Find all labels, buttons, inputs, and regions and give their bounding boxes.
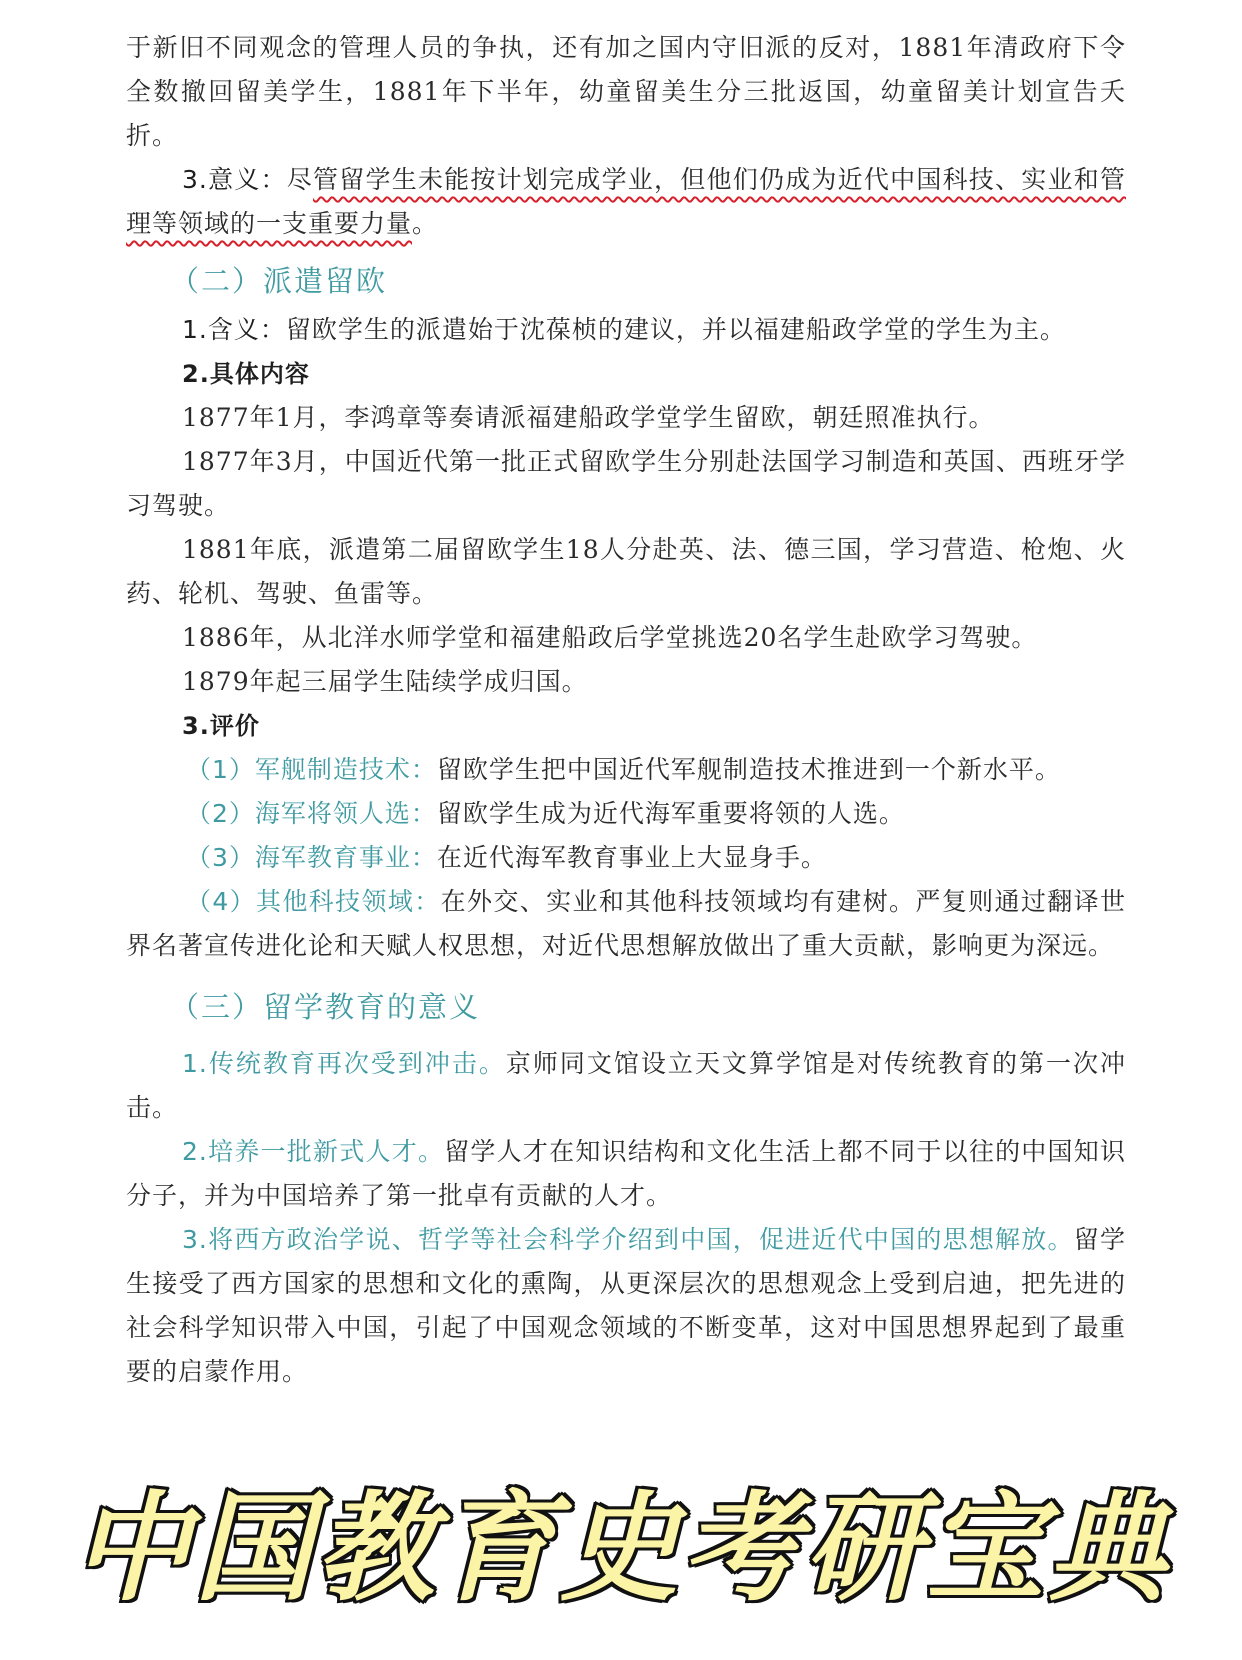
evaluation-item <box>126 880 1126 968</box>
significance-item-text: 留学生接受了西方国家的思想和文化的熏陶，从更深层次的思想观念上受到启迪，把先进的社会科学知识带入中国，引起了中国观念领域的不断变革，这对中国思想界起到了最重要的启蒙作用。 <box>126 1225 1126 1386</box>
significance-paragraph <box>126 158 1126 246</box>
section2-evaluation-heading: 3.评价 <box>182 712 260 740</box>
significance-label: 3.意义： <box>182 165 287 194</box>
content-item: 1877年3月，中国近代第一批正式留欧学生分别赴法国学习制造和英国、西班牙学习驾驶。 <box>126 447 1126 520</box>
evaluation-label: （1）军舰制造技术： <box>186 755 437 784</box>
significance-item-label: 2.培养一批新式人才。 <box>182 1137 445 1166</box>
section2-meaning <box>126 308 1126 352</box>
content-item: 1881年底，派遣第二届留欧学生18人分赴英、法、德三国，学习营造、枪炮、火药、轮机、驾驶、鱼雷等。 <box>126 535 1126 608</box>
significance-item <box>126 1130 1126 1218</box>
evaluation-text: 留欧学生把中国近代军舰制造技术推进到一个新水平。 <box>436 755 1061 784</box>
content-item: 1877年1月，李鸿章等奏请派福建船政学堂学生留欧，朝廷照准执行。 <box>182 403 995 432</box>
section2-heading: （二）派遣留欧 <box>170 264 388 298</box>
significance-prefix: 尽 <box>286 165 314 194</box>
content-item: 1886年，从北洋水师学堂和福建船政后学堂挑选20名学生赴欧学习驾驶。 <box>182 623 1038 652</box>
significance-item <box>126 1218 1126 1394</box>
section2-meaning-label: 1.含义： <box>182 315 286 344</box>
banner-title <box>0 1479 1242 1617</box>
evaluation-label: （4）其他科技领域： <box>186 887 441 916</box>
document-page <box>126 26 1126 1394</box>
intro-paragraph: 于新旧不同观念的管理人员的争执，还有加之国内守旧派的反对，1881年清政府下令全数撤回留美学生，1881年下半年，幼童留美生分三批返国，幼童留美计划宣告夭折。 <box>126 33 1126 150</box>
significance-underlined-text: 管留学生未能按计划完成学业，但他们仍成为近代中国科技、实业和管理等领域的一支重要力量 <box>126 165 1126 238</box>
evaluation-text: 留欧学生成为近代海军重要将领的人选。 <box>436 799 905 828</box>
evaluation-item <box>126 792 1126 836</box>
section3-heading: （三）留学教育的意义 <box>170 990 481 1024</box>
evaluation-text: 在外交、实业和其他科技领域均有建树。严复则通过翻译世界名著宣传进化论和天赋人权思想，对近代思想解放做出了重大贡献，影响更为深远。 <box>126 887 1126 960</box>
evaluation-item <box>126 748 1126 792</box>
evaluation-item <box>126 836 1126 880</box>
section2-content-heading: 2.具体内容 <box>182 360 310 388</box>
significance-suffix: 。 <box>412 209 439 238</box>
evaluation-label: （3）海军教育事业： <box>186 843 437 872</box>
significance-item <box>126 1042 1126 1130</box>
significance-item-text: 留学人才在知识结构和文化生活上都不同于以往的中国知识分子，并为中国培养了第一批卓有贡献的人才。 <box>126 1137 1126 1210</box>
significance-item-label: 1.传统教育再次受到冲击。 <box>182 1049 506 1078</box>
evaluation-label: （2）海军将领人选： <box>186 799 437 828</box>
significance-item-text: 京师同文馆设立天文算学馆是对传统教育的第一次冲击。 <box>126 1049 1126 1122</box>
evaluation-text: 在近代海军教育事业上大显身手。 <box>436 843 827 872</box>
banner-title-text: 中国教育史考研宝典 <box>71 1479 1170 1617</box>
significance-item-label: 3.将西方政治学说、哲学等社会科学介绍到中国，促进近代中国的思想解放。 <box>182 1225 1074 1254</box>
section2-meaning-text: 留欧学生的派遣始于沈葆桢的建议，并以福建船政学堂的学生为主。 <box>285 315 1066 344</box>
content-item: 1879年起三届学生陆续学成归国。 <box>182 667 588 696</box>
